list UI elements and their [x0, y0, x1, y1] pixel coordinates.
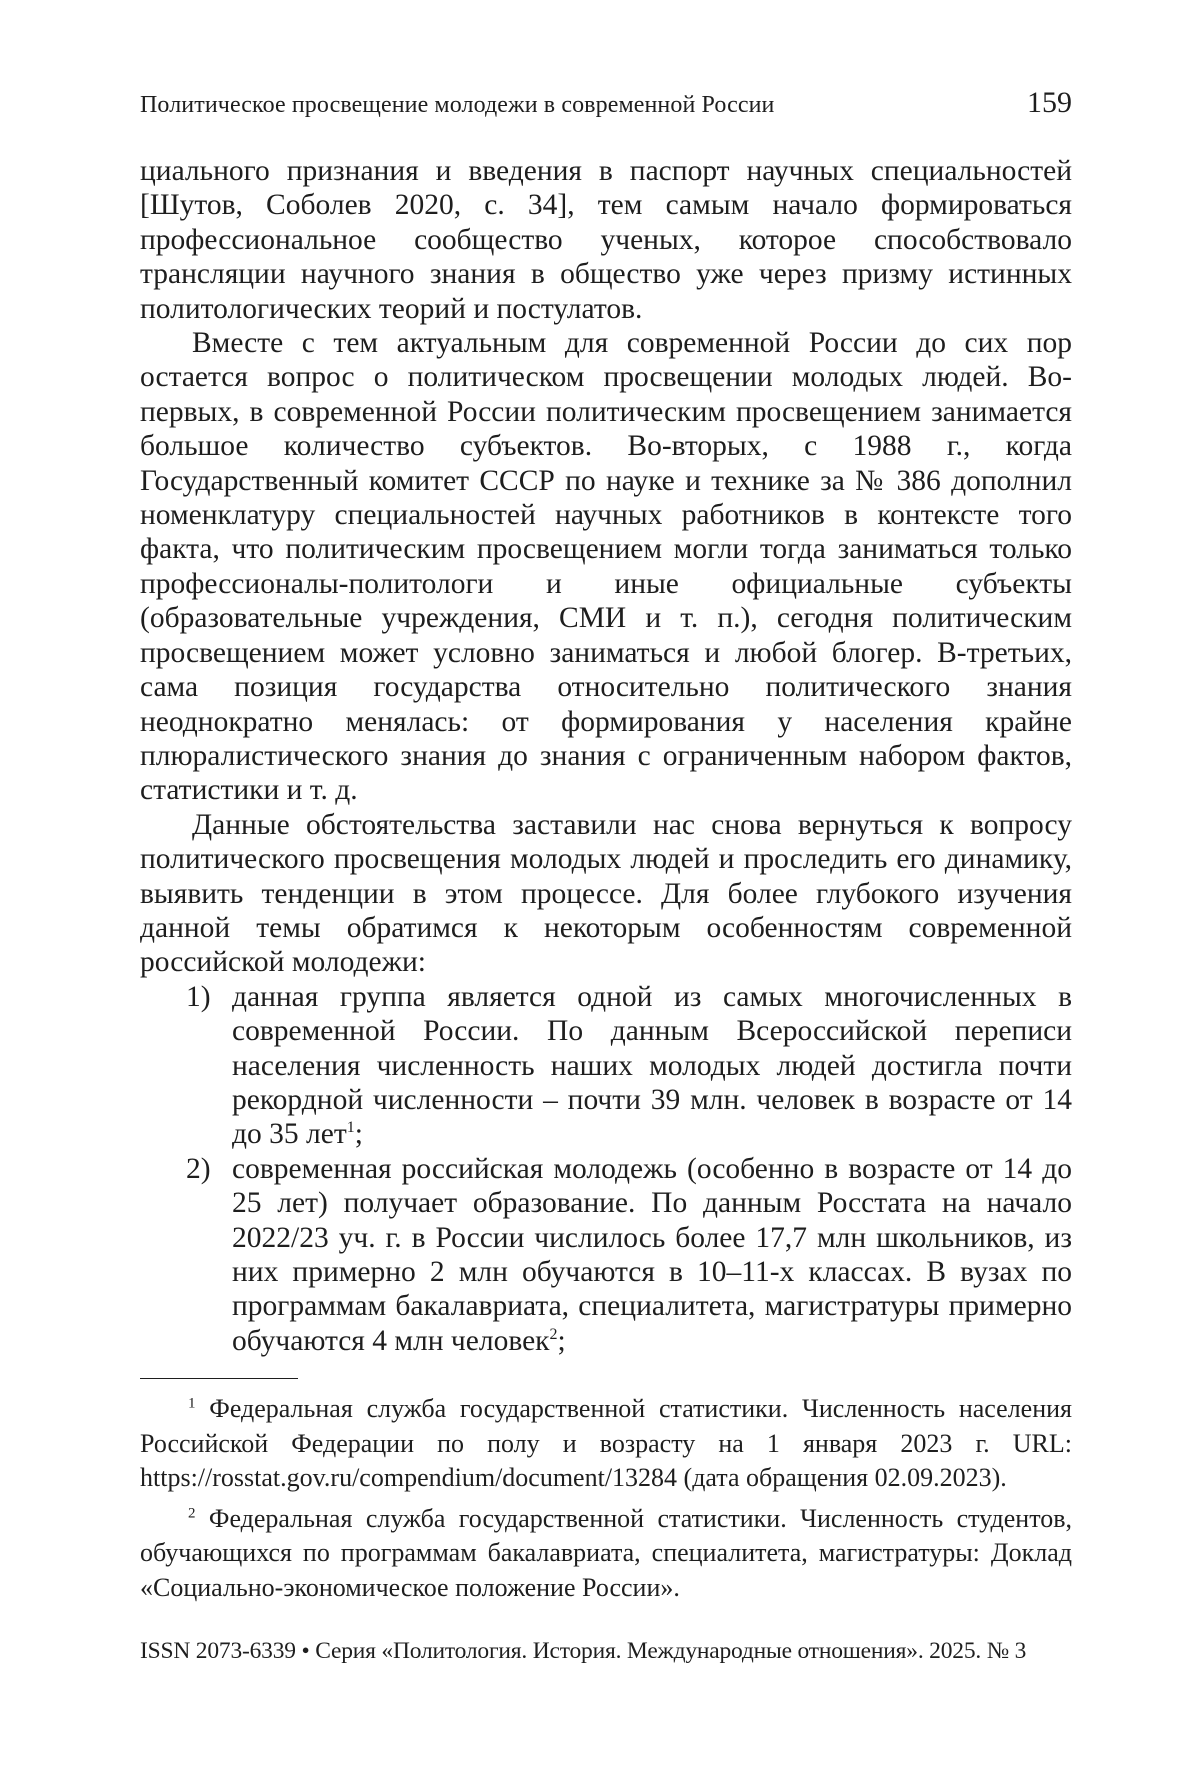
running-footer: ISSN 2073-6339 • Серия «Политология. История. Международные отношения». 2025. № 3 [140, 1638, 1027, 1664]
page-number: 159 [1027, 86, 1072, 119]
footnotes [140, 1392, 1072, 1611]
footnote-ref[interactable]: 2 [549, 1325, 558, 1343]
paragraph-2: Вместе с тем актуальным для современной России до сих пор остается вопрос о политическом просвещении молодых людей. Во-первых, в современной России политическим просвещением занимается большое количество субъектов. Во-вторых, с 1988 г., когда Государственный комитет СССР по науке и технике за № 386 дополнил номенклатуру специальностей научных работников в контексте того факта, что политическим просвещением могли тогда заниматься только профессионалы-политологи и иные официальные субъекты (образовательные учреждения, СМИ и т. п.), сегодня политическим просвещением может условно заниматься и любой блогер. В-третьих, сама позиция государства относительно политического знания неоднократно менялась: от формирования у населения крайне плюралистического знания до знания с ограниченным набором фактов, статистики и т. д. [140, 327, 1072, 807]
list-marker: 2) [186, 1152, 211, 1185]
paragraph-1: циального признания и введения в паспорт научных специальностей [Шутов, Соболев 2020, с. 34], тем самым начало формироваться профессиональное сообщество ученых, которое способствовало трансляции научного знания в общество уже через призму истинных политологических теорий и постулатов. [140, 155, 1072, 325]
list-item-tail: ; [354, 1118, 363, 1151]
footnote-number: 1 [188, 1395, 196, 1412]
body-text [140, 154, 1072, 1358]
footnote [140, 1392, 1072, 1496]
list-item-text: современная российская молодежь (особенно в возрасте от 14 до 25 лет) получает образование. По данным Росстата на начало 2022/23 уч. г. в России числилось более 17,7 млн школьников, из них примерно 2 млн обучаются в 10–11-х классах. В вузах по программам бакалавриата, специалитета, магистратуры примерно обучаются 4 млн человек [232, 1152, 1072, 1357]
paragraph-3: Данные обстоятельства заставили нас снова вернуться к вопросу политического просвещения молодых людей и проследить его динамику, выявить тенденции в этом процессе. Для более глубокого изучения данной темы обратимся к некоторым особенностям современной российской молодежи: [140, 808, 1072, 979]
footnote-text: Федеральная служба государственной статистики. Численность населения Российской Федерации по полу и возрасту на 1 января 2023 г. URL: https://rosstat.gov.ru/compendium/document/13284 (дата обращения 02.09.2023). [140, 1394, 1072, 1492]
list-marker: 1) [186, 980, 211, 1013]
list-item-tail: ; [557, 1324, 566, 1357]
footnote-ref[interactable]: 1 [346, 1119, 355, 1137]
footnote [140, 1502, 1072, 1606]
running-header [140, 86, 1072, 120]
footnote-text: Федеральная служба государственной статистики. Численность студентов, обучающихся по программам бакалавриата, специалитета, магистратуры: Доклад «Социально-экономическое положение России». [140, 1503, 1072, 1602]
running-title: Политическое просвещение молодежи в современной России [140, 92, 775, 118]
footnote-divider [140, 1378, 298, 1379]
list-item [140, 1152, 1072, 1358]
list-item [140, 980, 1072, 1152]
footnote-number: 2 [188, 1504, 196, 1521]
numbered-list [140, 980, 1072, 1358]
list-item-text: данная группа является одной из самых многочисленных в современной России. По данным Всероссийской переписи населения численность наших молодых людей достигла почти рекордной численности – почти 39 млн. человек в возрасте от 14 до 35 лет [232, 980, 1072, 1151]
